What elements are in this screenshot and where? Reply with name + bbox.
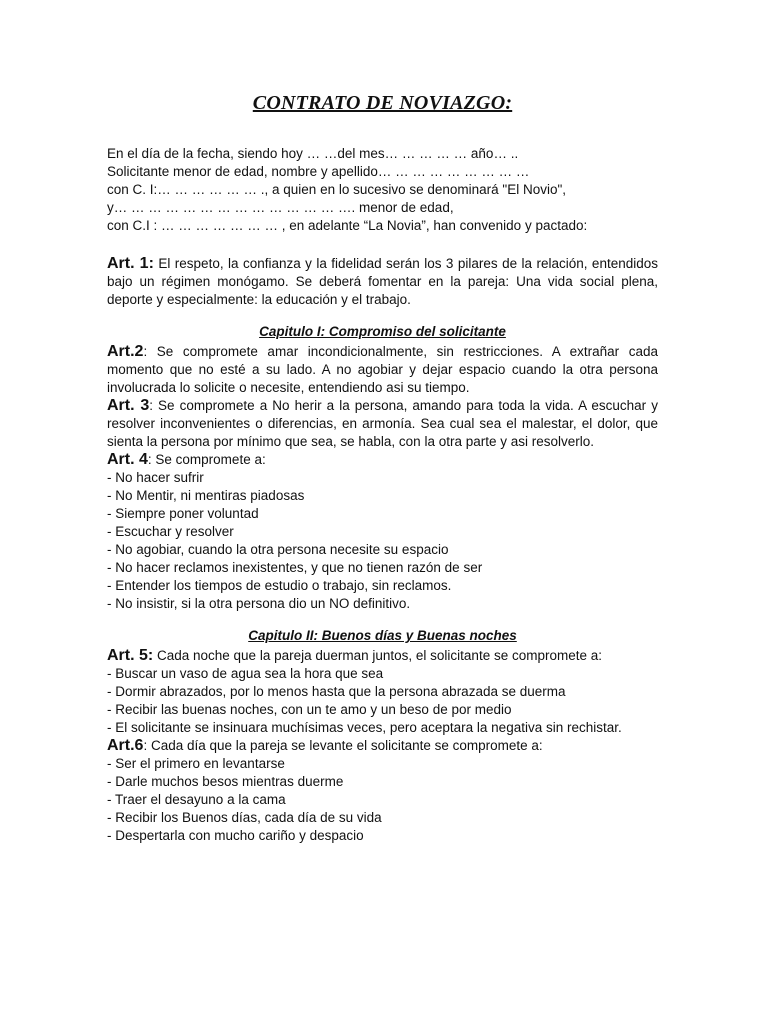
intro-line: y… … … … … … … … … … … … … …. menor de edad, — [107, 200, 454, 215]
article-3 — [107, 397, 658, 451]
article-5-last-item: - El solicitante se insinuara muchísimas veces, pero aceptara la negativa sin rechistar. — [107, 720, 622, 735]
list-item: - Entender los tiempos de estudio o trabajo, sin reclamos. — [107, 578, 452, 593]
article-2-text: : Se compromete amar incondicionalmente, sin restricciones. A extrañar cada momento que no esté a su lado. A no agobiar y dejar espacio cuando la otra persona involucrada lo solicite o necesite, entendiendo asi su tiempo. — [107, 344, 658, 395]
list-item: - Traer el desayuno a la cama — [107, 792, 286, 807]
article-2 — [107, 343, 658, 397]
list-item: - Ser el primero en levantarse — [107, 756, 285, 771]
article-5-label: Art. 5: — [107, 647, 154, 664]
list-item: - Dormir abrazados, por lo menos hasta que la persona abrazada se duerma — [107, 684, 566, 699]
article-1-label: Art. 1: — [107, 255, 154, 272]
list-item: - Recibir los Buenos días, cada día de su vida — [107, 810, 382, 825]
article-4-label: Art. 4 — [107, 451, 148, 468]
article-6 — [107, 737, 658, 755]
article-4-text: : Se compromete a: — [147, 452, 266, 467]
article-1 — [107, 255, 658, 309]
list-item: - No hacer reclamos inexistentes, y que no tienen razón de ser — [107, 560, 483, 575]
article-4 — [107, 451, 658, 469]
article-3-text: : Se compromete a No herir a la persona, amando para toda la vida. A escuchar y resolver inconvenientes o diferencias, en armonía. Sea cual sea el malestar, el dolor, que sienta la persona por mínimo que sea, se habla, con la otra parte y asi resolverlo. — [107, 398, 658, 449]
list-item: - No hacer sufrir — [107, 470, 204, 485]
article-6-text: : Cada día que la pareja se levante el solicitante se compromete a: — [143, 738, 543, 753]
intro-line: con C. I:… … … … … … ., a quien en lo sucesivo se denominará "El Novio", — [107, 182, 567, 197]
list-item: - Escuchar y resolver — [107, 524, 234, 539]
chapter-1-heading: Capitulo I: Compromiso del solicitante — [259, 324, 506, 339]
document-page — [107, 92, 658, 845]
intro-line: Solicitante menor de edad, nombre y apellido… … … … … … … … … — [107, 164, 530, 179]
document-title: CONTRATO DE NOVIAZGO: — [252, 92, 513, 114]
article-5-text: Cada noche que la pareja duerman juntos, el solicitante se compromete a: — [153, 648, 602, 663]
list-item: - Darle muchos besos mientras duerme — [107, 774, 344, 789]
article-4-list — [107, 469, 658, 613]
article-5 — [107, 647, 658, 665]
list-item: - Buscar un vaso de agua sea la hora que sea — [107, 666, 384, 681]
list-item: - Recibir las buenas noches, con un te amo y un beso de por medio — [107, 702, 512, 717]
list-item: - No Mentir, ni mentiras piadosas — [107, 488, 305, 503]
list-item: - Despertarla con mucho cariño y despacio — [107, 828, 364, 843]
list-item: - Siempre poner voluntad — [107, 506, 259, 521]
intro-line: con C.I : … … … … … … … , en adelante “La Novia”, han convenido y pactado: — [107, 218, 588, 233]
article-6-label: Art.6 — [107, 737, 144, 754]
article-3-label: Art. 3 — [107, 397, 150, 414]
article-5-list — [107, 665, 658, 719]
list-item: - No insistir, si la otra persona dio un NO definitivo. — [107, 596, 411, 611]
article-1-text: El respeto, la confianza y la fidelidad serán los 3 pilares de la relación, entendidos bajo un régimen monógamo. Se deberá fomentar en la pareja: Una vida social plena, deporte y especialmente: la educación y el trabajo. — [107, 256, 658, 307]
list-item: - No agobiar, cuando la otra persona necesite su espacio — [107, 542, 449, 557]
article-6-list — [107, 755, 658, 845]
chapter-2-heading: Capitulo II: Buenos días y Buenas noches — [248, 628, 517, 643]
intro-block — [107, 145, 658, 235]
article-2-label: Art.2 — [107, 343, 144, 360]
intro-line: En el día de la fecha, siendo hoy … …del mes… … … … … año… .. — [107, 146, 519, 161]
